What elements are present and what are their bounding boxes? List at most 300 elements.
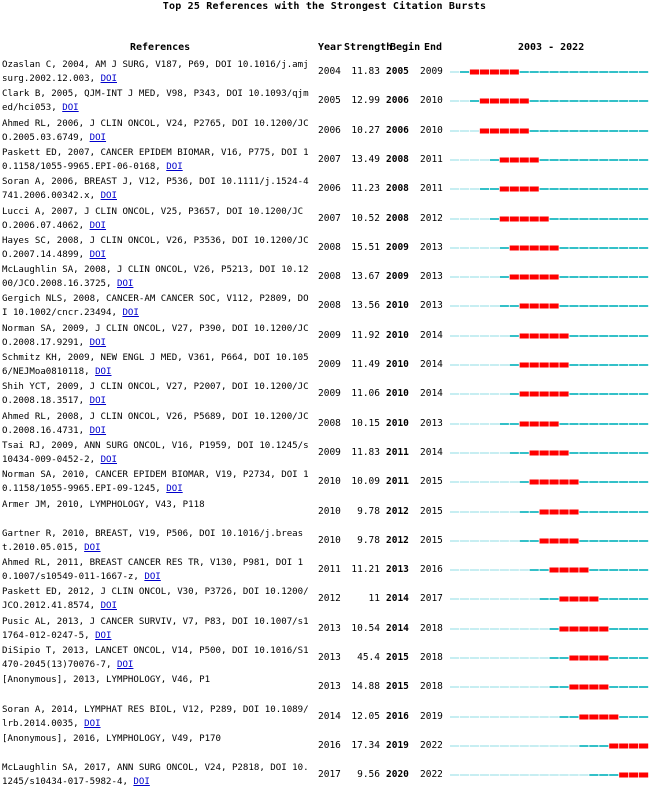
inactive-segment [470, 598, 479, 600]
inactive-segment [510, 774, 519, 776]
inactive-segment [490, 364, 499, 366]
active-segment [609, 71, 618, 73]
burst-segment [569, 597, 578, 602]
inactive-segment [520, 745, 529, 747]
active-segment [609, 481, 618, 483]
inactive-segment [520, 598, 529, 600]
doi-link[interactable]: DOI [100, 601, 117, 612]
active-segment [609, 423, 618, 425]
inactive-segment [490, 657, 499, 659]
inactive-segment [470, 423, 479, 425]
strength-cell: 9.56 [357, 769, 380, 781]
inactive-segment [460, 130, 469, 132]
end-cell: 2018 [420, 622, 443, 634]
doi-link[interactable]: DOI [95, 630, 112, 641]
inactive-segment [450, 100, 459, 102]
active-segment [629, 276, 638, 278]
reference-citation: Schmitz KH, 2009, NEW ENGL J MED, V361, P664, DOI 10.1056/NEJMoa0810118, [2, 353, 309, 377]
active-segment [589, 540, 598, 542]
table-row [0, 292, 649, 324]
table-row [0, 410, 649, 442]
burst-segment [629, 743, 638, 748]
burst-segment [520, 245, 529, 250]
burst-segment [550, 363, 559, 368]
burst-segment [559, 363, 568, 368]
inactive-segment [470, 481, 479, 483]
active-segment [589, 305, 598, 307]
reference-citation: Shih YCT, 2009, J CLIN ONCOL, V27, P2007, DOI 10.1200/JCO.2008.18.3517, [2, 382, 309, 407]
reference-text [2, 703, 314, 731]
inactive-segment [450, 305, 459, 307]
burst-timeline [450, 448, 649, 458]
active-segment [609, 218, 618, 220]
burst-segment [579, 626, 588, 631]
active-segment [609, 569, 618, 571]
inactive-segment [480, 159, 489, 161]
burst-timeline [450, 389, 649, 399]
inactive-segment [480, 716, 489, 718]
active-segment [589, 188, 598, 190]
active-segment [569, 71, 578, 73]
active-segment [629, 100, 638, 102]
strength-cell: 11.06 [351, 388, 380, 400]
inactive-segment [460, 774, 469, 776]
burst-segment [530, 363, 539, 368]
year-cell: 2008 [318, 241, 341, 253]
chart-title: Top 25 References with the Strongest Citation Bursts [162, 1, 487, 12]
inactive-segment [460, 745, 469, 747]
inactive-segment [490, 774, 499, 776]
active-segment [510, 393, 519, 395]
header-begin: Begin [390, 42, 421, 53]
end-cell: 2019 [420, 710, 443, 722]
inactive-segment [500, 686, 509, 688]
active-segment [629, 686, 638, 688]
active-segment [520, 481, 529, 483]
burst-segment [530, 157, 539, 162]
inactive-segment [450, 71, 459, 73]
doi-link[interactable]: DOI [89, 249, 107, 260]
end-cell: 2017 [420, 593, 443, 605]
begin-cell: 2016 [386, 710, 409, 722]
table-row [0, 556, 649, 588]
active-segment [599, 276, 608, 278]
doi-link[interactable]: DOI [116, 279, 134, 290]
doi-link[interactable]: DOI [100, 191, 117, 202]
doi-link[interactable]: DOI [166, 161, 183, 172]
inactive-segment [460, 540, 469, 542]
inactive-segment [490, 540, 499, 542]
inactive-segment [520, 569, 529, 571]
reference-text [2, 468, 314, 496]
reference-citation: Ahmed RL, 2011, BREAST CANCER RES TR, V130, P981, DOI 10.1007/s10549-011-1667-z, [2, 558, 304, 583]
strength-cell: 9.78 [357, 534, 380, 546]
active-segment [500, 247, 509, 249]
inactive-segment [450, 188, 459, 190]
burst-segment [500, 187, 509, 192]
strength-cell: 11.92 [351, 329, 380, 341]
begin-cell: 2009 [386, 271, 409, 283]
active-segment [579, 423, 588, 425]
doi-link[interactable]: DOI [84, 542, 101, 553]
year-cell: 2008 [318, 417, 341, 429]
reference-text [2, 117, 314, 145]
active-segment [619, 686, 628, 688]
doi-link[interactable]: DOI [100, 74, 117, 84]
active-segment [510, 305, 519, 307]
reference-citation: Ahmed RL, 2006, J CLIN ONCOL, V24, P2765, DOI 10.1200/JCO.2005.03.6749, [2, 118, 309, 143]
doi-link[interactable]: DOI [95, 367, 112, 377]
inactive-segment [470, 130, 479, 132]
strength-cell: 11.23 [351, 183, 380, 195]
inactive-segment [450, 686, 459, 688]
burst-segment [520, 99, 529, 104]
burst-timeline [450, 184, 649, 194]
begin-cell: 2010 [386, 300, 409, 312]
inactive-segment [450, 511, 459, 513]
reference-text [2, 673, 314, 687]
end-cell: 2010 [420, 124, 443, 136]
active-segment [639, 276, 648, 278]
active-segment [619, 628, 628, 630]
active-segment [609, 393, 618, 395]
active-segment [599, 159, 608, 161]
year-cell: 2013 [318, 622, 341, 634]
inactive-segment [510, 481, 519, 483]
reference-text [2, 615, 314, 643]
inactive-segment [470, 628, 479, 630]
inactive-segment [510, 540, 519, 542]
active-segment [619, 130, 628, 132]
active-segment [579, 745, 588, 747]
active-segment [589, 247, 598, 249]
active-segment [589, 100, 598, 102]
reference-citation: [Anonymous], 2013, LYMPHOLOGY, V46, P1 [2, 675, 211, 686]
inactive-segment [460, 481, 469, 483]
inactive-segment [460, 335, 469, 337]
burst-segment [530, 421, 539, 426]
inactive-segment [470, 247, 479, 249]
year-cell: 2010 [318, 476, 341, 488]
burst-timeline [450, 770, 649, 780]
table-row [0, 175, 649, 207]
active-segment [550, 188, 559, 190]
active-segment [500, 423, 509, 425]
active-segment [619, 716, 628, 718]
active-segment [629, 628, 638, 630]
active-segment [550, 100, 559, 102]
doi-link[interactable]: DOI [89, 337, 107, 348]
inactive-segment [470, 218, 479, 220]
active-segment [629, 130, 638, 132]
strength-cell: 10.09 [351, 476, 380, 488]
inactive-segment [450, 598, 459, 600]
burst-segment [550, 245, 559, 250]
active-segment [559, 716, 568, 718]
active-segment [540, 159, 549, 161]
table-row [0, 205, 649, 237]
active-segment [639, 657, 648, 659]
inactive-segment [450, 745, 459, 747]
year-cell: 2011 [318, 564, 341, 576]
active-segment [540, 598, 549, 600]
active-segment [589, 159, 598, 161]
burst-segment [559, 568, 568, 573]
doi-link[interactable]: DOI [84, 718, 101, 729]
reference-citation: [Anonymous], 2016, LYMPHOLOGY, V49, P170 [2, 733, 221, 744]
inactive-segment [470, 159, 479, 161]
burst-segment [530, 216, 539, 221]
inactive-segment [559, 745, 568, 747]
active-segment [589, 393, 598, 395]
active-segment [619, 423, 628, 425]
burst-segment [500, 99, 509, 104]
burst-segment [589, 656, 598, 661]
end-cell: 2010 [420, 95, 443, 107]
inactive-segment [470, 511, 479, 513]
reference-citation: DiSipio T, 2013, LANCET ONCOL, V14, P500, DOI 10.1016/S1470-2045(13)70076-7, [2, 646, 309, 670]
active-segment [599, 540, 608, 542]
doi-link[interactable]: DOI [89, 220, 107, 231]
burst-segment [550, 333, 559, 338]
doi-link[interactable]: DOI [89, 132, 107, 143]
inactive-segment [520, 774, 529, 776]
burst-segment [540, 392, 549, 397]
active-segment [569, 364, 578, 366]
table-row [0, 351, 649, 383]
reference-text [2, 322, 314, 350]
active-segment [609, 159, 618, 161]
active-segment [470, 100, 479, 102]
active-segment [599, 774, 608, 776]
table-row [0, 263, 649, 295]
active-segment [599, 71, 608, 73]
table-row [0, 732, 649, 764]
burst-timeline [450, 565, 649, 575]
burst-segment [619, 773, 628, 778]
inactive-segment [460, 218, 469, 220]
burst-segment [500, 216, 509, 221]
inactive-segment [480, 686, 489, 688]
burst-timeline [450, 360, 649, 370]
year-cell: 2008 [318, 271, 341, 283]
inactive-segment [530, 716, 539, 718]
inactive-segment [450, 481, 459, 483]
reference-text [2, 380, 314, 408]
doi-link[interactable]: DOI [62, 103, 79, 114]
reference-citation: Tsai RJ, 2009, ANN SURG ONCOL, V16, P1959, DOI 10.1245/s10434-009-0452-2, [2, 440, 309, 465]
burst-timeline [450, 214, 649, 224]
inactive-segment [510, 716, 519, 718]
inactive-segment [490, 511, 499, 513]
burst-segment [579, 656, 588, 661]
table-row [0, 58, 649, 90]
inactive-segment [569, 774, 578, 776]
begin-cell: 2010 [386, 417, 409, 429]
end-cell: 2013 [420, 241, 443, 253]
end-cell: 2014 [420, 446, 443, 458]
doi-link[interactable]: DOI [116, 660, 134, 670]
active-segment [599, 745, 608, 747]
burst-segment [530, 450, 539, 455]
inactive-segment [500, 774, 509, 776]
active-segment [629, 716, 638, 718]
reference-citation: Paskett ED, 2012, J CLIN ONCOL, V30, P3726, DOI 10.1200/JCO.2012.41.8574, [2, 587, 309, 612]
doi-link[interactable]: DOI [122, 308, 139, 319]
begin-cell: 2011 [386, 476, 409, 488]
reference-citation: Hayes SC, 2008, J CLIN ONCOL, V26, P3536, DOI 10.1200/JCO.2007.14.4899, [2, 235, 309, 260]
reference-citation: McLaughlin SA, 2017, ANN SURG ONCOL, V24, P2818, DOI 10.1245/s10434-017-5982-4, [2, 763, 309, 788]
doi-link[interactable]: DOI [100, 454, 117, 465]
active-segment [569, 452, 578, 454]
active-segment [510, 423, 519, 425]
begin-cell: 2006 [386, 95, 409, 107]
table-row [0, 527, 649, 559]
burst-segment [550, 421, 559, 426]
inactive-segment [510, 628, 519, 630]
inactive-segment [460, 628, 469, 630]
year-cell: 2009 [318, 359, 341, 370]
doi-link[interactable]: DOI [144, 572, 161, 583]
inactive-segment [480, 393, 489, 395]
burst-segment [589, 597, 598, 602]
active-segment [599, 247, 608, 249]
year-cell: 2009 [318, 446, 341, 458]
strength-cell: 12.99 [351, 95, 380, 107]
burst-segment [530, 480, 539, 485]
active-segment [629, 218, 638, 220]
burst-segment [510, 216, 519, 221]
active-segment [619, 657, 628, 659]
active-segment [550, 628, 559, 630]
active-segment [579, 100, 588, 102]
begin-cell: 2012 [386, 505, 409, 517]
burst-segment [589, 685, 598, 690]
burst-segment [540, 245, 549, 250]
burst-segment [579, 568, 588, 573]
doi-link[interactable]: DOI [89, 396, 107, 407]
active-segment [629, 247, 638, 249]
inactive-segment [490, 335, 499, 337]
end-cell: 2018 [420, 681, 443, 693]
active-segment [540, 100, 549, 102]
active-segment [629, 188, 638, 190]
inactive-segment [460, 276, 469, 278]
table-row [0, 380, 649, 412]
active-segment [550, 686, 559, 688]
burst-segment [550, 275, 559, 280]
burst-segment [500, 128, 509, 133]
burst-segment [540, 304, 549, 309]
inactive-segment [470, 188, 479, 190]
burst-timeline [450, 419, 649, 429]
reference-text [2, 263, 314, 291]
active-segment [639, 511, 648, 513]
active-segment [589, 423, 598, 425]
burst-segment [599, 656, 608, 661]
begin-cell: 2014 [386, 593, 409, 605]
inactive-segment [579, 774, 588, 776]
active-segment [639, 188, 648, 190]
burst-segment [530, 275, 539, 280]
active-segment [589, 481, 598, 483]
burst-segment [540, 509, 549, 514]
inactive-segment [510, 745, 519, 747]
active-segment [609, 657, 618, 659]
active-segment [639, 305, 648, 307]
inactive-segment [500, 511, 509, 513]
burst-segment [480, 70, 489, 75]
inactive-segment [460, 188, 469, 190]
year-cell: 2013 [318, 652, 341, 663]
table-row [0, 87, 649, 119]
active-segment [530, 100, 539, 102]
inactive-segment [480, 569, 489, 571]
begin-cell: 2013 [386, 564, 409, 576]
inactive-segment [500, 716, 509, 718]
inactive-segment [450, 774, 459, 776]
doi-link[interactable]: DOI [166, 484, 183, 495]
active-segment [579, 218, 588, 220]
active-segment [639, 686, 648, 688]
inactive-segment [510, 598, 519, 600]
burst-segment [480, 99, 489, 104]
table-row [0, 703, 649, 735]
active-segment [609, 511, 618, 513]
inactive-segment [540, 686, 549, 688]
burst-segment [490, 70, 499, 75]
end-cell: 2022 [420, 769, 443, 781]
begin-cell: 2008 [386, 212, 409, 224]
active-segment [530, 540, 539, 542]
active-segment [559, 657, 568, 659]
inactive-segment [460, 159, 469, 161]
active-segment [619, 100, 628, 102]
active-segment [579, 540, 588, 542]
active-segment [639, 335, 648, 337]
inactive-segment [450, 716, 459, 718]
table-row [0, 761, 649, 793]
active-segment [609, 130, 618, 132]
year-cell: 2008 [318, 300, 341, 312]
burst-segment [520, 275, 529, 280]
reference-text [2, 292, 314, 320]
inactive-segment [480, 364, 489, 366]
reference-text [2, 644, 314, 672]
inactive-segment [450, 130, 459, 132]
active-segment [569, 393, 578, 395]
active-segment [629, 452, 638, 454]
burst-segment [599, 714, 608, 719]
begin-cell: 2010 [386, 329, 409, 341]
active-segment [559, 686, 568, 688]
begin-cell: 2005 [386, 66, 409, 77]
burst-segment [559, 392, 568, 397]
doi-link[interactable]: DOI [89, 425, 107, 436]
active-segment [550, 598, 559, 600]
burst-segment [540, 363, 549, 368]
end-cell: 2013 [420, 417, 443, 429]
inactive-segment [500, 598, 509, 600]
inactive-segment [530, 686, 539, 688]
begin-cell: 2015 [386, 652, 409, 663]
inactive-segment [450, 452, 459, 454]
doi-link[interactable]: DOI [133, 777, 150, 788]
active-segment [569, 218, 578, 220]
inactive-segment [510, 569, 519, 571]
burst-segment [530, 304, 539, 309]
end-cell: 2022 [420, 739, 443, 751]
